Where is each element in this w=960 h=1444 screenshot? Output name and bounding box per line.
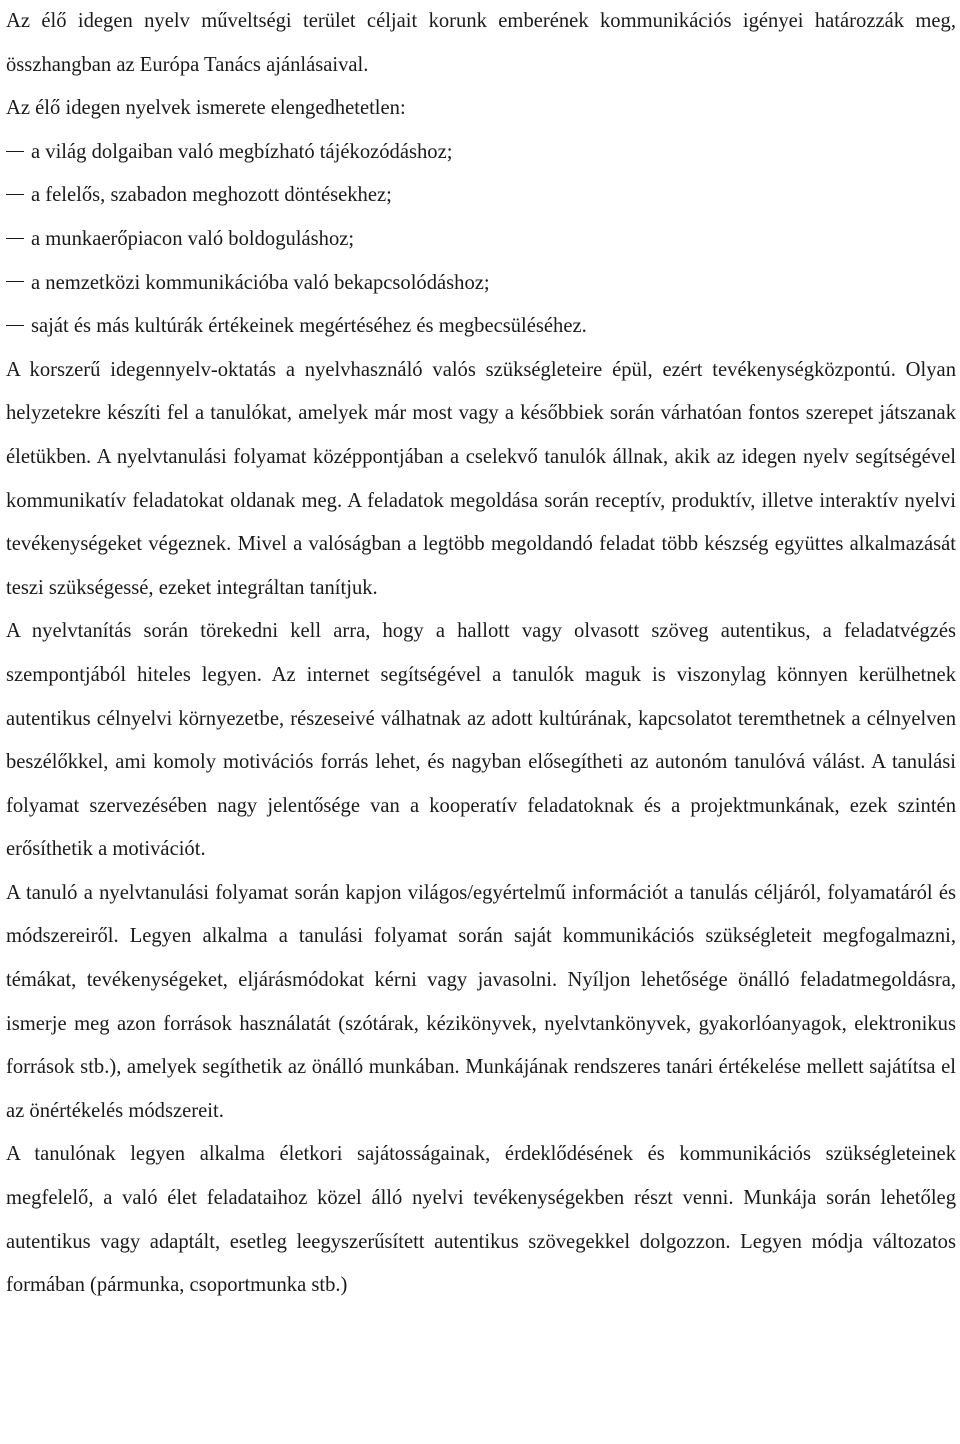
dash-bullet-icon — [6, 238, 24, 239]
paragraph-intro: Az élő idegen nyelvek ismerete elengedhetetlen: — [6, 97, 406, 120]
list-item-text: a nemzetközi kommunikációba való bekapcsolódáshoz; — [31, 271, 490, 294]
paragraph-authenticity: A nyelvtanítás során törekedni kell arra, hogy a hallott vagy olvasott szöveg autentikus, a feladatvégzés szempontjából hiteles legyen. Az internet segítségével a tanulók maguk is viszonylag könnyen kerülhetnek autentikus célnyelvi környezetbe, részeseivé válhatnak az adott kultúrának, kapcsolatot teremthetnek a célnyelven beszélőkkel, ami komoly motivációs forrás lehet, és nagyban elősegítheti az autonóm tanulóvá válást. A tanulási folyamat szervezésében nagy jelentősége van a kooperatív feladatoknak és a projektmunkának, ezek szintén erősíthetik a motivációt. — [6, 620, 956, 861]
paragraph-learner-activities: A tanulónak legyen alkalma életkori sajátosságainak, érdeklődésének és kommunikációs szükségleteinek megfelelő, a való élet feladataihoz közel álló nyelvi tevékenységekben részt venni. Munkája során lehetőleg autentikus vagy adaptált, esetleg leegyszerűsített autentikus szövegekkel dolgozzon. Legyen módja változatos formában (pármunka, csoportmunka stb.) — [6, 1143, 956, 1297]
dash-bullet-icon — [6, 151, 24, 152]
list-item — [6, 305, 956, 349]
paragraph-modern-teaching: A korszerű idegennyelv-oktatás a nyelvhasználó valós szükségleteire épül, ezért tevékenységközpontú. Olyan helyzetekre készíti fel a tanulókat, amelyek már most vagy a későbbiek során várhatóan fontos szerepet játszanak életükben. A nyelvtanulási folyamat középpontjában a cselekvő tanulók állnak, akik az idegen nyelv segítségével kommunikatív feladatokat oldanak meg. A feladatok megoldása során receptív, produktív, illetve interaktív nyelvi tevékenységeket végeznek. Mivel a valóságban a legtöbb megoldandó feladat több készség együttes alkalmazását teszi szükségessé, ezeket integráltan tanítjuk. — [6, 358, 956, 599]
paragraph-goals: Az élő idegen nyelv műveltségi terület céljait korunk emberének kommunikációs igényei határozzák meg, összhangban az Európa Tanács ajánlásaival. — [6, 10, 956, 76]
paragraph-learner-info: A tanuló a nyelvtanulási folyamat során kapjon világos/egyértelmű információt a tanulás céljáról, folyamatáról és módszereiről. Legyen alkalma a tanulási folyamat során saját kommunikációs szükségleteit megfogalmazni, témákat, tevékenységeket, eljárásmódokat kérni vagy javasolni. Nyíljon lehetősége önálló feladatmegoldásra, ismerje meg azon források használatát (szótárak, kézikönyvek, nyelvtankönyvek, gyakorlóanyagok, elektronikus források stb.), amelyek segíthetik az önálló munkában. Munkájának rendszeres tanári értékelése mellett sajátítsa el az önértékelés módszereit. — [6, 881, 956, 1122]
list-item — [6, 174, 956, 218]
list-item-text: a munkaerőpiacon való boldoguláshoz; — [31, 227, 355, 250]
dash-bullet-icon — [6, 281, 24, 282]
list-item-text: a felelős, szabadon meghozott döntésekhez; — [31, 184, 392, 207]
list-item — [6, 262, 956, 306]
list-item — [6, 131, 956, 175]
dash-bullet-icon — [6, 325, 24, 326]
list-item-text: a világ dolgaiban való megbízható tájékozódáshoz; — [31, 140, 453, 163]
list-item — [6, 218, 956, 262]
bullet-list — [6, 131, 956, 349]
list-item-text: saját és más kultúrák értékeinek megértéséhez és megbecsüléséhez. — [31, 315, 587, 338]
dash-bullet-icon — [6, 194, 24, 195]
